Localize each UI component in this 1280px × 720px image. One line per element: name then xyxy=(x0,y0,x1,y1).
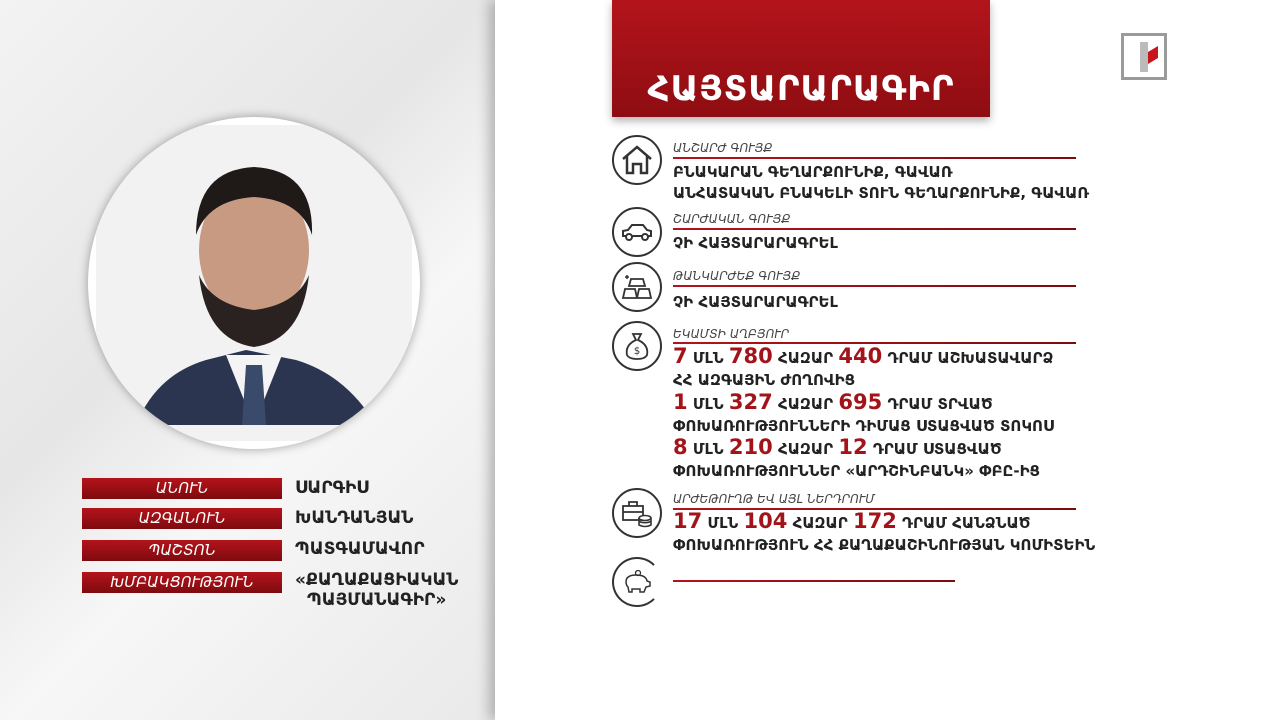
amount: 1 xyxy=(673,390,688,414)
page-title: ՀԱՅՏԱՐԱՐԱԳԻՐ xyxy=(647,69,955,109)
faction-line2: ՊԱՅՄԱՆԱԳԻՐ» xyxy=(307,590,447,610)
income-item-1 xyxy=(673,345,1053,370)
amount: 695 xyxy=(838,390,883,414)
value-faction xyxy=(295,570,458,610)
securities-item-line2: ՓՈԽԱՌՈՒԹՅՈՒՆ ՀՀ ՔԱՂԱՔԱՇԻՆՈՒԹՅԱՆ ԿՈՄԻՏԵԻՆ xyxy=(673,536,1096,554)
unit: ՄԼՆ xyxy=(692,440,724,458)
label-surname: ԱԶԳԱՆՈՒՆ xyxy=(82,508,282,529)
movable-text: ՉԻ ՀԱՅՏԱՐԱՐԱԳՐԵԼ xyxy=(673,234,838,252)
value-position: ՊԱՏԳԱՄԱՎՈՐ xyxy=(295,539,425,559)
label-name: ԱՆՈՒՆ xyxy=(82,478,282,499)
amount: 440 xyxy=(838,344,883,368)
briefcase-coins-icon xyxy=(612,488,662,538)
amount: 327 xyxy=(728,390,773,414)
car-icon xyxy=(612,207,662,257)
unit: ՀԱԶԱՐ xyxy=(777,440,834,458)
amount: 17 xyxy=(673,509,703,533)
income-item-3-line2: ՓՈԽԱՌՈՒԹՅՈՒՆՆԵՐ «ԱՐԴՇԻՆԲԱՆԿ» ՓԲԸ-ԻՑ xyxy=(673,462,1041,480)
description: ԴՐԱՄ ՏՐՎԱԾ xyxy=(887,395,993,413)
caption-valuables: ԹԱՆԿԱՐԺԵՔ ԳՈՒՅՔ xyxy=(673,269,801,283)
faction-line1: «ՔԱՂԱՔԱՑԻԱԿԱՆ xyxy=(295,570,459,590)
description: ԴՐԱՄ ՍՏԱՑՎԱԾ xyxy=(872,440,1002,458)
realestate-line: ԲՆԱԿԱՐԱՆ ԳԵՂԱՐՔՈՒՆԻՔ, ԳԱՎԱՌ xyxy=(673,163,953,181)
amount: 12 xyxy=(838,435,868,459)
label-faction: ԽՄԲԱԿՑՈՒԹՅՈՒՆ xyxy=(82,572,282,593)
caption-realestate: ԱՆՇԱՐԺ ԳՈՒՅՔ xyxy=(673,141,773,155)
divider xyxy=(673,228,1076,230)
amount: 780 xyxy=(728,344,773,368)
gold-bars-icon xyxy=(612,262,662,312)
unit: ՄԼՆ xyxy=(692,395,724,413)
label-position: ՊԱՇՏՈՆ xyxy=(82,540,282,561)
divider xyxy=(673,157,1076,159)
income-item-2 xyxy=(673,391,993,416)
divider xyxy=(673,580,955,582)
value-name: ՍԱՐԳԻՍ xyxy=(295,478,369,498)
description: ԴՐԱՄ ՀԱՆՁՆԱԾ xyxy=(902,514,1031,532)
income-item-2-line2: ՓՈԽԱՌՈՒԹՅՈՒՆՆԵՐԻ ԴԻՄԱՑ ՍՏԱՑՎԱԾ ՏՈԿՈՍ xyxy=(673,417,1054,435)
caption-securities: ԱՐԺԵԹՈՒՂԹ ԵՎ ԱՅԼ ՆԵՐԴՐՈՒՄ xyxy=(673,492,875,506)
amount: 172 xyxy=(852,509,897,533)
divider xyxy=(673,285,1076,287)
portrait-photo xyxy=(88,117,420,449)
income-item-3 xyxy=(673,436,1002,461)
amount: 210 xyxy=(728,435,773,459)
valuables-text: ՉԻ ՀԱՅՏԱՐԱՐԱԳՐԵԼ xyxy=(673,293,838,311)
unit: ՀԱԶԱՐ xyxy=(777,349,834,367)
amount: 104 xyxy=(743,509,788,533)
securities-item xyxy=(673,510,1031,535)
unit: ՀԱԶԱՐ xyxy=(792,514,848,532)
house-icon xyxy=(612,135,662,185)
money-bag-icon xyxy=(612,321,662,371)
channel-logo xyxy=(1121,33,1167,80)
piggy-bank-icon xyxy=(612,557,662,607)
caption-income: ԵԿԱՄՏԻ ԱՂԲՅՈՒՐ xyxy=(673,327,790,341)
logo-icon xyxy=(1124,36,1164,77)
caption-movable: ՇԱՐԺԱԿԱՆ ԳՈՒՅՔ xyxy=(673,212,791,226)
unit: ՀԱԶԱՐ xyxy=(777,395,834,413)
realestate-line: ԱՆՀԱՏԱԿԱՆ ԲՆԱԿԵԼԻ ՏՈՒՆ ԳԵՂԱՐՔՈՒՆԻՔ, ԳԱՎԱՌ xyxy=(673,184,1090,202)
amount: 8 xyxy=(673,435,688,459)
title-banner xyxy=(612,0,990,117)
description: ԴՐԱՄ ԱՇԽԱՏԱՎԱՐՁ xyxy=(887,349,1054,367)
income-item-1-line2: ՀՀ ԱԶԳԱՅԻՆ ԺՈՂՈՎԻՑ xyxy=(673,371,856,389)
unit: ՄԼՆ xyxy=(707,514,739,532)
amount: 7 xyxy=(673,344,688,368)
unit: ՄԼՆ xyxy=(692,349,724,367)
svg-text:$: $ xyxy=(633,346,641,357)
value-surname: ԽԱՆԴԱՆՅԱՆ xyxy=(295,508,414,528)
